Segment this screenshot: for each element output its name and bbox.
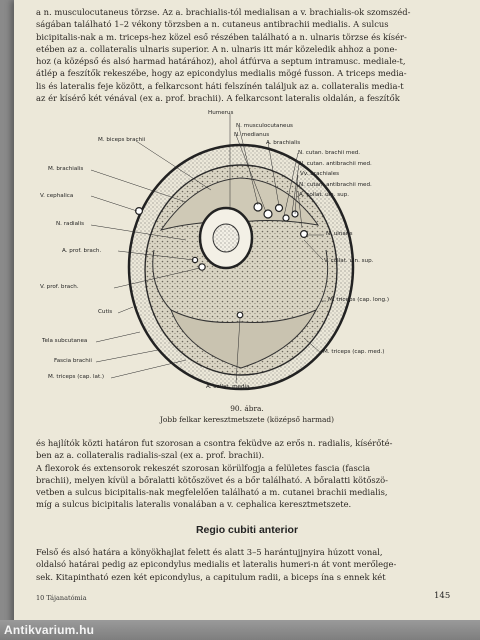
figure-number: 90. ábra. — [230, 404, 264, 413]
label-m-triceps-cap-lat: M. triceps (cap. lat.) — [48, 374, 105, 380]
label-n-medianus: N. medianus — [234, 132, 270, 138]
text-line: hoz (a középső és alsó harmad határához), ahol átfúrva a septum intramusc. mediale-t, — [36, 56, 406, 67]
book-page — [14, 0, 480, 640]
label-a-brachialis: A. brachialis — [266, 140, 301, 146]
text-line: bicipitalis-nak a m. triceps-hez közel eső részében található a n. ulnaris törzse és kísér- — [36, 31, 407, 42]
text-line: oldalsó határai pedig az epicondylus medialis et lateralis humeri-n át vont merőlege- — [36, 559, 397, 570]
label-cutis: Cutis — [98, 309, 113, 315]
text-line: lis és lateralis feje között, a felkarcsont háti felszínén találjuk az a. collateralis media-t — [36, 80, 404, 91]
label-n-radialis: N. radialis — [56, 221, 85, 227]
text-line: brachii), melyen kívül a bőralatti kötőszövet és a bőr található. A bőralatti kötőszö- — [36, 474, 389, 485]
label-n-cutan-antibrachii-med: N. cutan. antibrachii med. — [299, 161, 372, 167]
text-line: míg a sulcus bicipitalis lateralis vonalában a v. cephalica keresztmetszete. — [36, 499, 352, 510]
text-line: A flexorok és extensorok rekeszét szorosan körülfogja a felületes fascia (fascia — [36, 462, 371, 473]
cross-section-drawing — [36, 110, 466, 410]
page-number: 145 — [434, 591, 451, 601]
middle-paragraph — [36, 437, 456, 511]
arm-cross-section-figure — [36, 110, 466, 410]
text-line: a n. musculocutaneus törzse. Az a. brachialis-tól medialisan a v. brachialis-ok szomszéd- — [36, 7, 411, 17]
text-line: átlép a feszítők rekeszébe, hogy az epicondylus medialis mögé fusson. A triceps media- — [36, 68, 407, 79]
label-v-prof-brach: V. prof. brach. — [40, 284, 79, 290]
label-vv-brachiales: Vv. brachiales — [300, 171, 340, 177]
label-a-collat-uln-sup: A. collat. uln. sup. — [299, 192, 350, 198]
label-n-cutan-antibrachii-med-2: N. cutan. antibrachii med. — [299, 182, 372, 188]
label-m-triceps-cap-med: M. triceps (cap. med.) — [323, 349, 385, 355]
label-n-cutan-brachii-med: N. cutan. brachii med. — [298, 150, 361, 156]
label-v-cephalica: V. cephalica — [40, 193, 74, 199]
label-m-brachialis: M. brachialis — [48, 166, 84, 172]
label-m-triceps-cap-long: M. triceps (cap. long.) — [328, 297, 390, 303]
label-m-biceps-brachii: M. biceps brachii — [98, 137, 146, 143]
bottom-paragraph — [36, 546, 456, 583]
label-a-prof-brach: A. prof. brach. — [62, 248, 102, 254]
label-fascia-brachii: Fascia brachii — [54, 358, 92, 364]
watermark-logo: Antikvarium.hu — [0, 620, 480, 640]
label-n-ulnaris: N. ulnaris — [326, 231, 353, 237]
label-v-collat-uln-sup: V. collat. uln. sup. — [324, 258, 374, 264]
label-tela-subcutanea: Tela subcutanea — [42, 338, 88, 344]
footer-signature: 10 Tájanatómia — [36, 594, 87, 602]
text-line: és hajlítók közti határon fut szorosan a csontra feküdve az erős n. radialis, kísérőté- — [36, 438, 393, 448]
text-line: etében az a. collateralis ulnaris superior. A n. ulnaris itt már közeledik ahhoz a pone- — [36, 43, 398, 54]
text-line: vetben a sulcus bicipitalis-nak megfelelően található a m. cutanei brachii medialis, — [36, 487, 388, 498]
text-line: ben az a. collateralis radialis-szal (ex a. prof. brachii). — [36, 450, 265, 461]
text-line: sek. Kitapintható ezen két epicondylus, a capitulum radii, a biceps ína s ennek két — [36, 571, 386, 582]
section-heading: Regio cubiti anterior — [195, 524, 299, 536]
text-line: ságában található 1–2 vékony törzsben a n. cutaneus antibrachii medialis. A sulcus — [36, 19, 389, 30]
text-line: Felső és alsó határa a könyökhajlat felett és alatt 3–5 harántujjnyira húzott vonal, — [36, 547, 383, 557]
label-n-musculocutaneus: N. musculocutaneus — [236, 123, 293, 129]
label-a-collat-media: A. collat. media — [206, 384, 250, 390]
label-humerus: Humerus — [208, 110, 234, 116]
text-line: az ér kísérő két vénával (ex a. prof. brachii). A felkarcsont lateralis oldalán, a feszítők — [36, 93, 400, 104]
top-paragraph — [36, 6, 456, 104]
figure-caption: Jobb felkar keresztmetszete (középső harmad) — [159, 415, 335, 424]
